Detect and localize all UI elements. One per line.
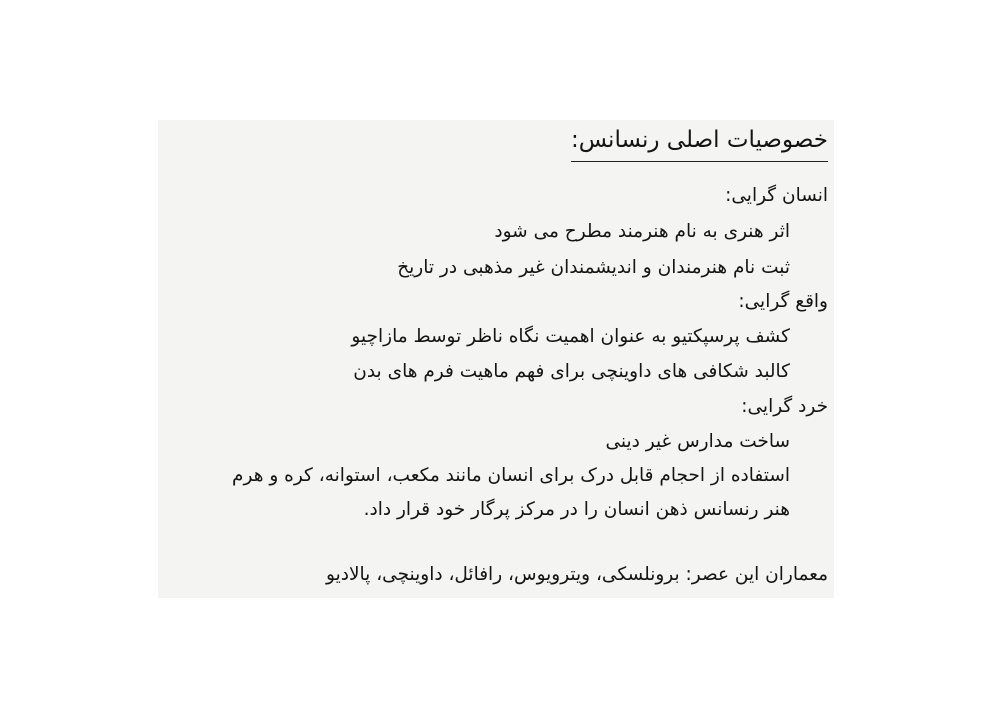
section-item: اثر هنری به نام هنرمند مطرح می شود (494, 221, 790, 242)
section-heading-humanism: انسان گرایی: (725, 185, 828, 206)
section-heading-rationalism: خرد گرایی: (741, 396, 828, 417)
section-item: ثبت نام هنرمندان و اندیشمندان غیر مذهبی در تاریخ (397, 257, 790, 278)
document-title: خصوصیات اصلی رنسانس: (571, 122, 828, 162)
section-item: کشف پرسپکتیو به عنوان اهمیت نگاه ناظر توسط مازاچیو (351, 326, 790, 347)
footer-architects: معماران این عصر: برونلسکی، ویترویوس، رافائل، داوینچی، پالادیو (326, 564, 828, 585)
section-item: ساخت مدارس غیر دینی (605, 431, 790, 452)
section-item: استفاده از احجام قابل درک برای انسان مانند مکعب، استوانه، کره و هرم (232, 465, 790, 486)
section-heading-realism: واقع گرایی: (738, 291, 828, 312)
document-panel (158, 120, 834, 598)
section-item: کالبد شکافی های داوینچی برای فهم ماهیت فرم های بدن (353, 361, 790, 382)
section-item: هنر رنسانس ذهن انسان را در مرکز پرگار خود قرار داد. (363, 499, 790, 520)
